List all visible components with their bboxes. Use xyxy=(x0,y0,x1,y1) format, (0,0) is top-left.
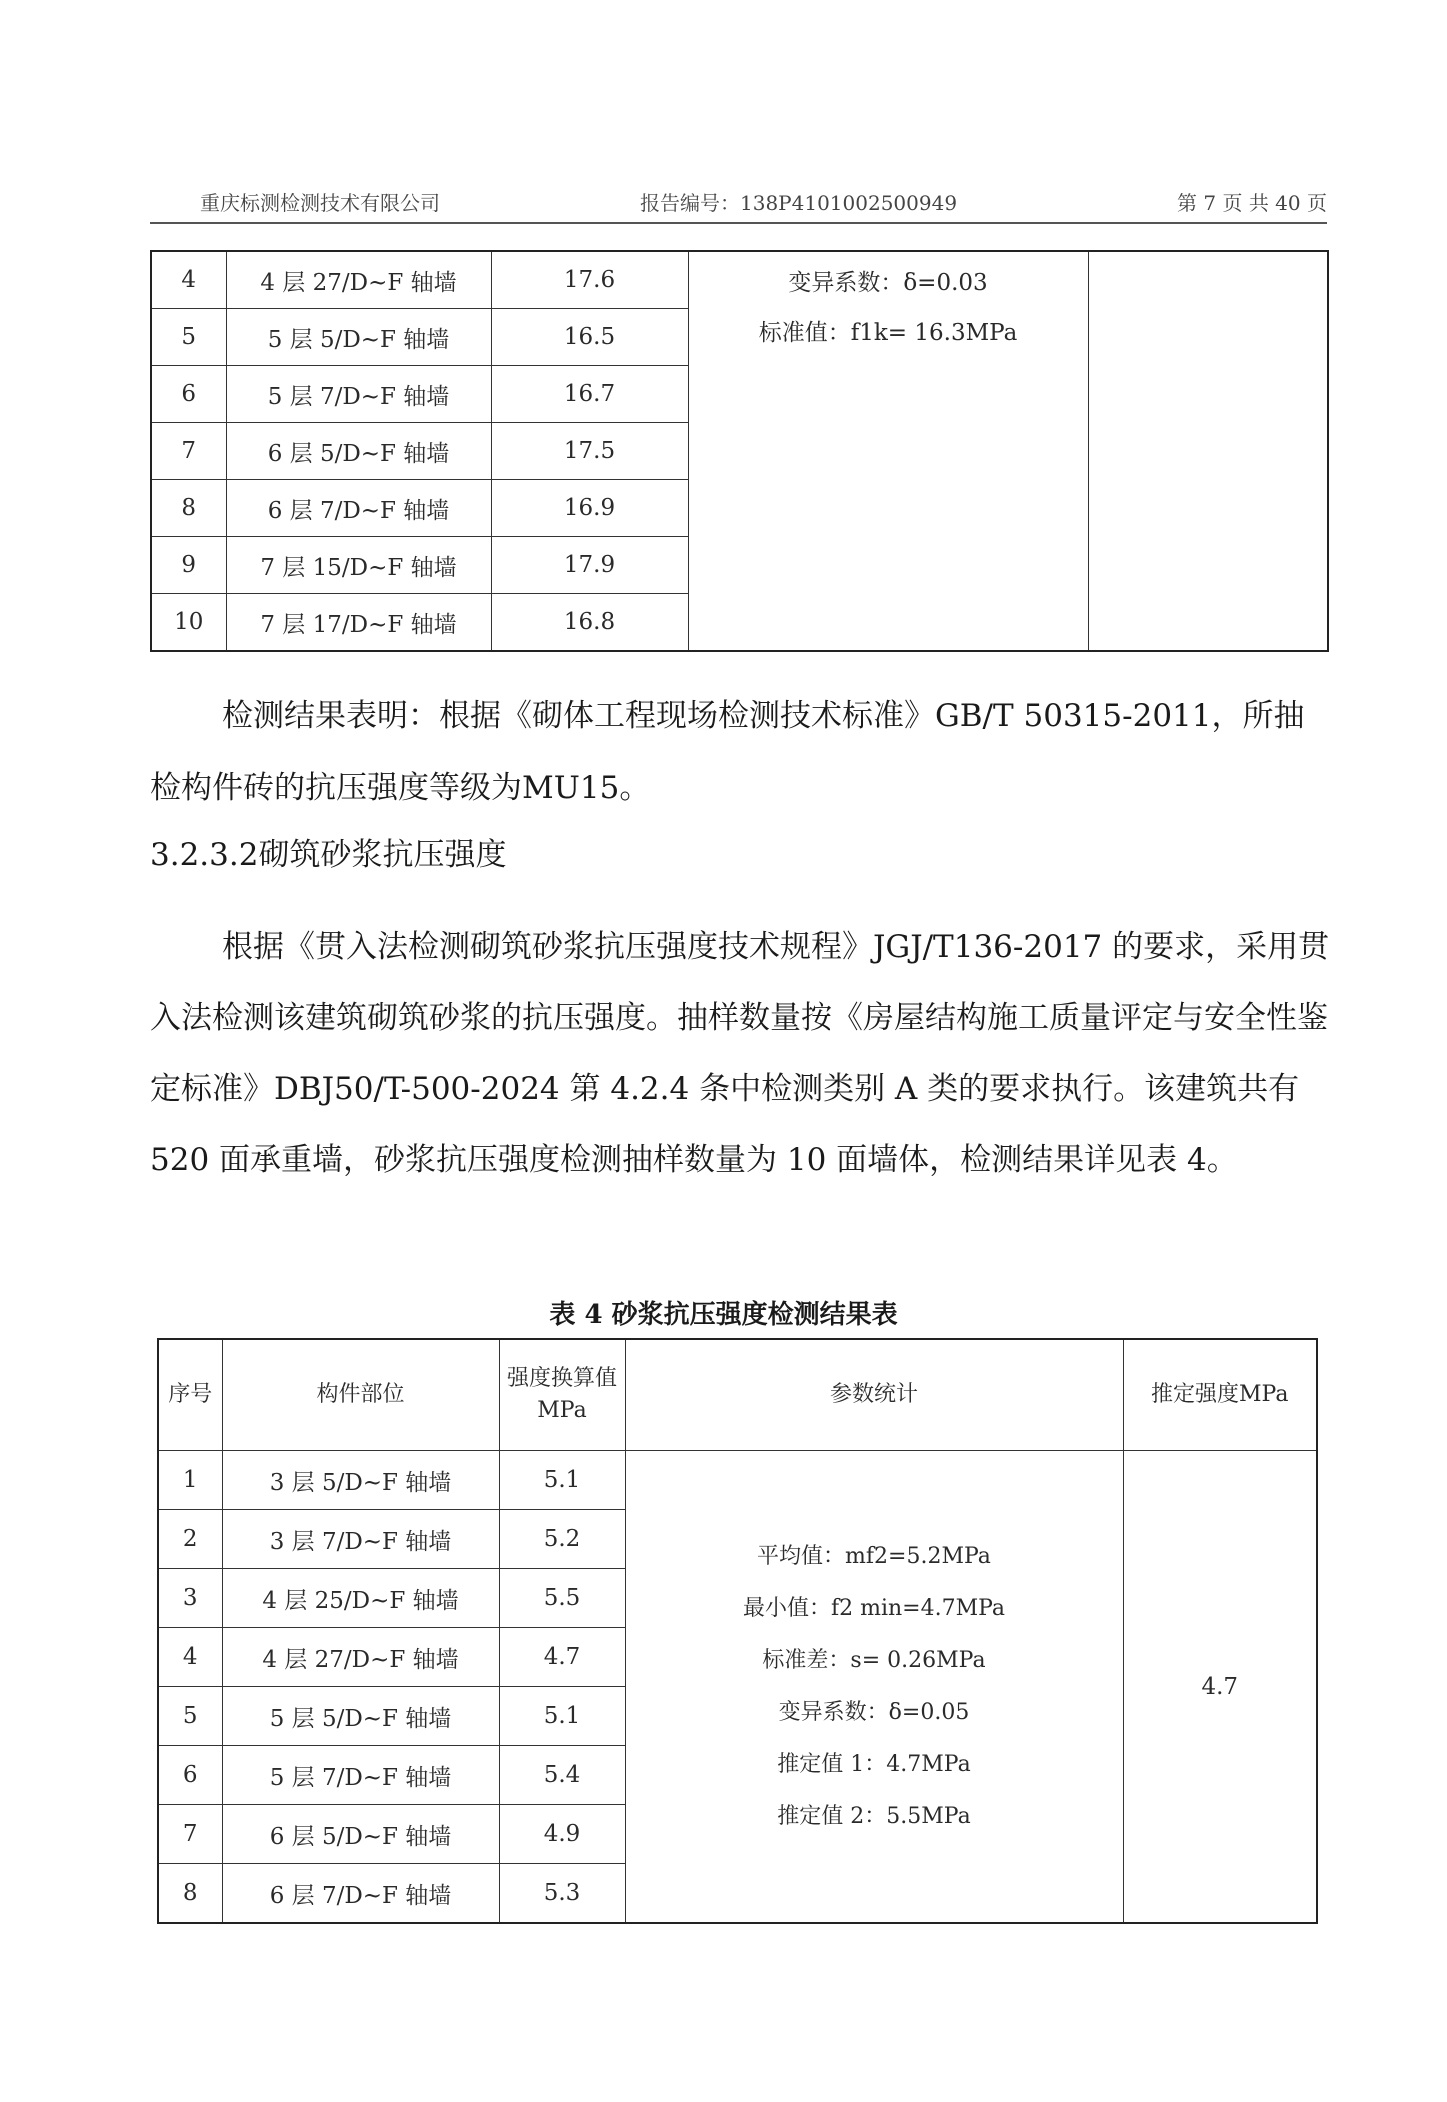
component-location: 6 层 5/D~F 轴墙 xyxy=(226,423,491,480)
component-location: 7 层 17/D~F 轴墙 xyxy=(226,594,491,652)
row-number: 3 xyxy=(158,1569,222,1628)
row-number: 5 xyxy=(151,309,226,366)
estimate-cell xyxy=(1088,251,1328,651)
component-location: 6 层 7/D~F 轴墙 xyxy=(226,480,491,537)
stat-line: 最小值：f2 min=4.7MPa xyxy=(742,1595,1006,1621)
strength-value: 5.2 xyxy=(499,1510,625,1569)
strength-value: 16.7 xyxy=(491,366,688,423)
row-number: 6 xyxy=(151,366,226,423)
stat-line: 推定值 2：5.5MPa xyxy=(777,1803,971,1829)
component-location: 5 层 5/D~F 轴墙 xyxy=(226,309,491,366)
strength-value: 17.6 xyxy=(491,251,688,309)
table-row xyxy=(151,251,1328,309)
stat-line: 标准值：f1k= 16.3MPa xyxy=(758,320,1018,346)
component-location: 4 层 25/D~F 轴墙 xyxy=(222,1569,499,1628)
component-location: 4 层 27/D~F 轴墙 xyxy=(226,251,491,309)
header-stats: 参数统计 xyxy=(625,1339,1123,1451)
table3-continued xyxy=(150,250,1329,652)
table-header-row xyxy=(158,1339,1317,1451)
stat-line: 推定值 1：4.7MPa xyxy=(777,1751,971,1777)
row-number: 4 xyxy=(158,1628,222,1687)
row-number: 10 xyxy=(151,594,226,652)
header-location: 构件部位 xyxy=(222,1339,499,1451)
row-number: 8 xyxy=(158,1864,222,1924)
component-location: 3 层 7/D~F 轴墙 xyxy=(222,1510,499,1569)
strength-value: 16.8 xyxy=(491,594,688,652)
strength-value: 5.1 xyxy=(499,1687,625,1746)
row-number: 2 xyxy=(158,1510,222,1569)
strength-value: 4.9 xyxy=(499,1805,625,1864)
row-number: 4 xyxy=(151,251,226,309)
stats-cell xyxy=(625,1451,1123,1924)
stat-line: 变异系数：δ=0.03 xyxy=(788,270,988,296)
strength-value: 17.5 xyxy=(491,423,688,480)
stat-line: 变异系数：δ=0.05 xyxy=(778,1699,970,1725)
result-paragraph: 检测结果表明：根据《砌体工程现场检测技术标准》GB/T 50315-2011，所抽检构件砖的抗压强度等级为MU15。 xyxy=(150,698,1305,806)
component-location: 4 层 27/D~F 轴墙 xyxy=(222,1628,499,1687)
strength-value: 16.5 xyxy=(491,309,688,366)
page-header xyxy=(150,186,1327,224)
header-no: 序号 xyxy=(158,1339,222,1451)
strength-value: 5.3 xyxy=(499,1864,625,1924)
component-location: 6 层 7/D~F 轴墙 xyxy=(222,1864,499,1924)
estimate-value: 4.7 xyxy=(1123,1451,1317,1924)
stats-cell xyxy=(688,251,1088,651)
table-row xyxy=(158,1451,1317,1510)
method-paragraph: 根据《贯入法检测砌筑砂浆抗压强度技术规程》JGJ/T136-2017 的要求，采用贯入法检测该建筑砌筑砂浆的抗压强度。抽样数量按《房屋结构施工质量评定与安全性鉴定标准》DBJ50/T-500-2024 第 4.2.4 条中检测类别 A 类的要求执行。该建筑共有 520 面承重墙，砂浆抗压强度检测抽样数量为 10 面墙体，检测结果详见表 4。 xyxy=(150,929,1330,1178)
strength-value: 5.5 xyxy=(499,1569,625,1628)
row-number: 7 xyxy=(151,423,226,480)
component-location: 5 层 7/D~F 轴墙 xyxy=(226,366,491,423)
header-value: 强度换算值MPa xyxy=(499,1339,625,1451)
header-estimate: 推定强度MPa xyxy=(1123,1339,1317,1451)
page-number: 第 7 页 共 40 页 xyxy=(1177,191,1327,215)
strength-value: 4.7 xyxy=(499,1628,625,1687)
row-number: 1 xyxy=(158,1451,222,1510)
component-location: 6 层 5/D~F 轴墙 xyxy=(222,1805,499,1864)
company-name: 重庆标测检测技术有限公司 xyxy=(200,191,440,215)
table4-caption: 表 4 砂浆抗压强度检测结果表 xyxy=(549,1300,898,1330)
stat-line: 标准差：s= 0.26MPa xyxy=(762,1647,986,1673)
row-number: 7 xyxy=(158,1805,222,1864)
row-number: 8 xyxy=(151,480,226,537)
component-location: 5 层 5/D~F 轴墙 xyxy=(222,1687,499,1746)
row-number: 6 xyxy=(158,1746,222,1805)
report-number: 报告编号：138P4101002500949 xyxy=(640,191,958,215)
strength-value: 5.4 xyxy=(499,1746,625,1805)
component-location: 5 层 7/D~F 轴墙 xyxy=(222,1746,499,1805)
section-title: 3.2.3.2砌筑砂浆抗压强度 xyxy=(150,837,507,873)
strength-value: 17.9 xyxy=(491,537,688,594)
component-location: 7 层 15/D~F 轴墙 xyxy=(226,537,491,594)
row-number: 5 xyxy=(158,1687,222,1746)
strength-value: 5.1 xyxy=(499,1451,625,1510)
strength-value: 16.9 xyxy=(491,480,688,537)
stat-line: 平均值：mf2=5.2MPa xyxy=(757,1543,991,1569)
component-location: 3 层 5/D~F 轴墙 xyxy=(222,1451,499,1510)
row-number: 9 xyxy=(151,537,226,594)
table4 xyxy=(157,1338,1318,1924)
